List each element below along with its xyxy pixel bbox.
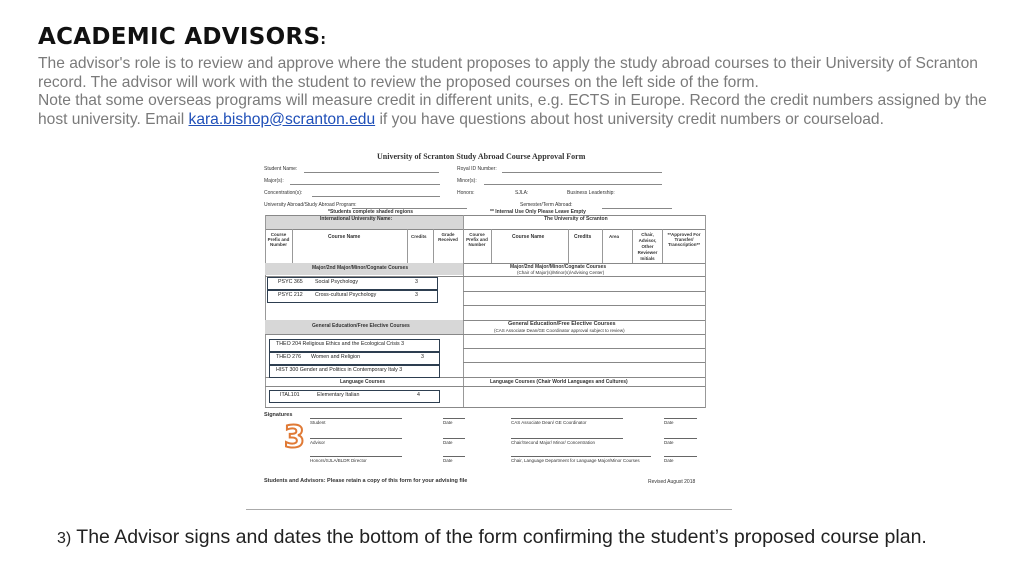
intro-text — [38, 55, 1013, 129]
course-name: Social Psychology — [315, 279, 358, 285]
divider — [246, 509, 732, 510]
course-name: Women and Religion — [311, 354, 361, 360]
course-row-lang-1 — [269, 390, 440, 403]
field-royal-id: Royal ID Number: — [457, 166, 497, 172]
section-major-left: Major/2nd Major/Minor/Cognate Courses — [312, 265, 409, 271]
field-student-name: Student Name: — [264, 166, 298, 172]
course-credits: 4 — [417, 392, 420, 398]
course-row-gen-1 — [269, 339, 440, 352]
section-lang-left: Language Courses — [340, 379, 386, 385]
field-majors: Major(s): — [264, 178, 284, 184]
col-header-name-left: Course Name — [328, 234, 361, 240]
revised-date: Revised August 2018 — [648, 479, 696, 485]
course-name: Religious Ethics and the Ecological Crisis — [302, 341, 400, 347]
col-header-credits-left: Credits — [411, 234, 427, 239]
form-title: University of Scranton Study Abroad Course Approval Form — [377, 152, 586, 161]
caption-number: 3) — [57, 530, 72, 547]
col-header-name-right: Course Name — [512, 234, 545, 240]
course-code: THEO 204 — [276, 341, 302, 347]
heading-title: ACADEMIC ADVISORS — [38, 24, 321, 50]
course-code: PSYC 212 — [278, 292, 303, 298]
intro-p2-after: if you have questions about host university credit numbers or courseload. — [375, 110, 884, 128]
course-row-gen-2 — [269, 352, 440, 365]
course-credits: 3 — [415, 292, 418, 298]
field-honors: Honors: — [457, 190, 475, 196]
section-major-right: Major/2nd Major/Minor/Cognate Courses — [510, 264, 607, 270]
field-minors: Minor(s): — [457, 178, 477, 184]
sig-date-4: Date — [664, 440, 674, 445]
section-gen-left: General Education/Free Elective Courses — [312, 323, 410, 329]
field-sjla: SJLA: — [515, 190, 529, 196]
sig-chair-lang: Chair, Language Department for Language Major/Minor Courses — [511, 458, 640, 463]
sig-chair-major: Chair/Second Major/ Minor/ Concentration — [511, 440, 596, 445]
email-link[interactable]: kara.bishop@scranton.edu — [188, 110, 376, 128]
international-header: International University Name: — [320, 216, 393, 222]
course-row-major-1 — [267, 277, 438, 290]
course-code: PSYC 365 — [278, 279, 303, 285]
course-name: Elementary Italian — [317, 392, 360, 398]
step-marker: 3 — [284, 420, 305, 455]
heading-colon: : — [320, 32, 327, 48]
page-heading — [38, 24, 326, 50]
course-credits: 3 — [415, 279, 418, 285]
intro-paragraph-1: The advisor's role is to review and approve where the student proposes to apply the study abroad courses to their University of Scranton record. The advisor will work with the student to review the proposed courses on the left side of the form. — [38, 55, 978, 91]
sig-honors: Honors/SJLA/BLDR Director — [310, 458, 367, 463]
course-name: Cross-cultural Psychology — [315, 292, 377, 298]
col-header-credits-right: Credits — [574, 234, 592, 240]
course-approval-form — [262, 150, 712, 495]
course-row-gen-3 — [269, 365, 440, 378]
course-code: HIST 300 — [276, 367, 299, 373]
signatures-label: Signatures — [264, 412, 293, 418]
footer-note: Students and Advisors: Please retain a copy of this form for your advising file — [264, 478, 468, 484]
section-gen-right-sub: (CAS Associate Dean/GE Coordinator approval subject to review) — [494, 328, 625, 333]
section-major-right-sub: (Chair of Major(s)/Minor(s)/Advising Center) — [517, 270, 605, 275]
sig-date-1: Date — [443, 420, 453, 425]
sig-date-5: Date — [443, 458, 453, 463]
intro-paragraph-2 — [38, 92, 1013, 129]
course-code: THEO 276 — [276, 354, 302, 360]
scranton-header: The University of Scranton — [544, 216, 608, 222]
intro-p2-before: Note that some overseas programs will measure credit in different units, e.g. ECTS in Europe. Record the credit numbers assigned by the host university. Email — [38, 92, 987, 128]
shaded-note: *Students complete shaded regions — [328, 209, 414, 215]
course-row-major-2 — [267, 290, 438, 303]
col-header-approved: **Approved For Transfer/ Transcription** — [667, 232, 701, 247]
sig-date-3: Date — [443, 440, 453, 445]
course-name: Gender and Politics in Contemporary Italy — [299, 367, 398, 373]
sig-date-6: Date — [664, 458, 674, 463]
col-header-initials: Chair, Advisor, Other Reviewer Initials — [637, 232, 658, 261]
course-credits: 3 — [399, 367, 403, 373]
col-header-grade: Grade Received — [438, 232, 458, 242]
field-semester: Semester/Term Abroad: — [520, 202, 573, 208]
course-credits: 3 — [401, 341, 405, 347]
sig-advisor: Advisor — [310, 440, 326, 445]
sig-cas: CAS Associate Dean/ GE Coordinator — [511, 420, 587, 425]
col-header-prefix-right: Course Prefix and Number — [466, 232, 488, 247]
field-concentrations: Concentration(s): — [264, 190, 303, 196]
course-code: ITAL101 — [280, 392, 300, 398]
course-credits: 3 — [421, 354, 424, 360]
internal-note: ** Internal Use Only Please Leave Empty — [490, 209, 586, 215]
col-header-prefix-left: Course Prefix and Number — [267, 232, 290, 247]
section-gen-right: General Education/Free Elective Courses — [508, 321, 616, 327]
sig-student: Student — [310, 420, 326, 425]
section-lang-right: Language Courses (Chair World Languages and Cultures) — [490, 379, 628, 385]
col-header-area: Area — [609, 234, 620, 239]
sig-date-2: Date — [664, 420, 674, 425]
caption-text: The Advisor signs and dates the bottom of the form confirming the student’s proposed course plan. — [71, 526, 927, 548]
field-business-leadership: Business Leadership: — [567, 190, 615, 196]
field-program: University Abroad/Study Abroad Program: — [264, 202, 357, 208]
step-caption — [57, 526, 927, 549]
